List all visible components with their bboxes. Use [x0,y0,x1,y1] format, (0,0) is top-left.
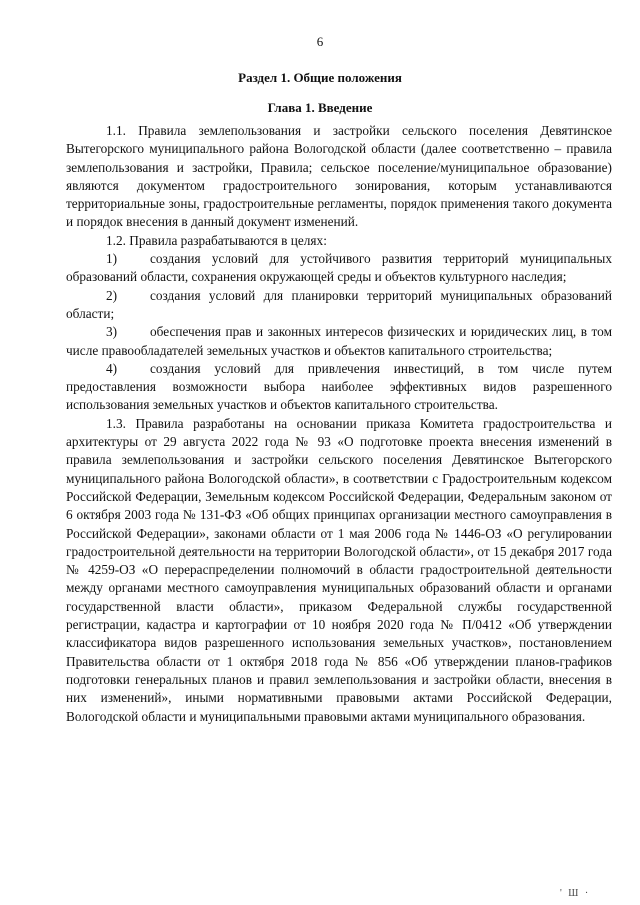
goal-item-4 [66,360,612,415]
goal-item-2 [66,287,612,324]
paragraph-1-3: 1.3. Правила разработаны на основании приказа Комитета градостроительства и архитектуры от 29 августа 2022 года № 93 «О подготовке проекта внесения изменений в правила землепользования и застройки сельского поселения Девятинское Вытегорского муниципального района Вологодской области», в соответствии с Градостроительным кодексом Российской Федерации, Земельным кодексом Российской Федерации, Федеральным законом от 6 октября 2003 года № 131-ФЗ «Об общих принципах организации местного самоуправления в Российской Федерации», законами области от 1 мая 2006 года № 1446-ОЗ «О регулировании градостроительной деятельности на территории Вологодской области», от 15 декабря 2017 года № 4259-ОЗ «О перераспределении полномочий в области градостроительной деятельности между органами местного самоуправления муниципальных образований области и органами государственной власти области», приказом Федеральной службы государственной регистрации, кадастра и картографии от 10 ноября 2020 года № П/0412 «Об утверждении классификатора видов разрешенного использования земельных участков», постановлением Правительства области от 1 октября 2018 года № 856 «Об утверждении планов-графиков подготовки генеральных планов и правил землепользования и застройки области, внесения в них изменений», иными нормативными правовыми актами Российской Федерации, Вологодской области и муниципальными правовыми актами муниципального образования. [66,415,612,724]
goal-number: 1) [106,251,118,267]
goal-text: обеспечения прав и законных интересов физических и юридических лиц, в том числе правообладателей земельных участков и объектов капитального строительства; [66,324,612,358]
document-body [66,122,612,726]
section-title: Раздел 1. Общие положения [238,70,402,85]
goal-number: 3) [106,324,118,340]
goal-item-1 [66,250,612,287]
goal-number: 4) [106,360,118,376]
goal-text: создания условий для устойчивого развития территорий муниципальных образований области, сохранения окружающей среды и объектов культурного наследия; [66,251,612,285]
page-number: 6 [316,34,324,49]
goal-item-3 [66,323,612,360]
scan-marks: ' Ш · [560,888,591,899]
goal-number: 2) [106,287,118,303]
goal-text: создания условий для привлечения инвестиций, в том числе путем предоставления возможности выбора наиболее эффективных видов разрешенного использования земельных участков и объектов капитального строительства. [66,360,612,413]
paragraph-1-1: 1.1. Правила землепользования и застройки сельского поселения Девятинское Вытегорского муниципального района Вологодской области (далее соответственно – правила землепользования и застройки, Правила; сельское поселение/муниципальное образование) являются документом градостроительного зонирования, которым устанавливаются территориальные зоны, градостроительные регламенты, порядок применения такого документа и порядок внесения в данный документ изменений. [66,123,612,230]
paragraph-1-2: 1.2. Правила разрабатываются в целях: [106,232,327,248]
chapter-title: Глава 1. Введение [267,100,373,115]
goal-text: создания условий для планировки территорий муниципальных образований области; [66,287,612,321]
